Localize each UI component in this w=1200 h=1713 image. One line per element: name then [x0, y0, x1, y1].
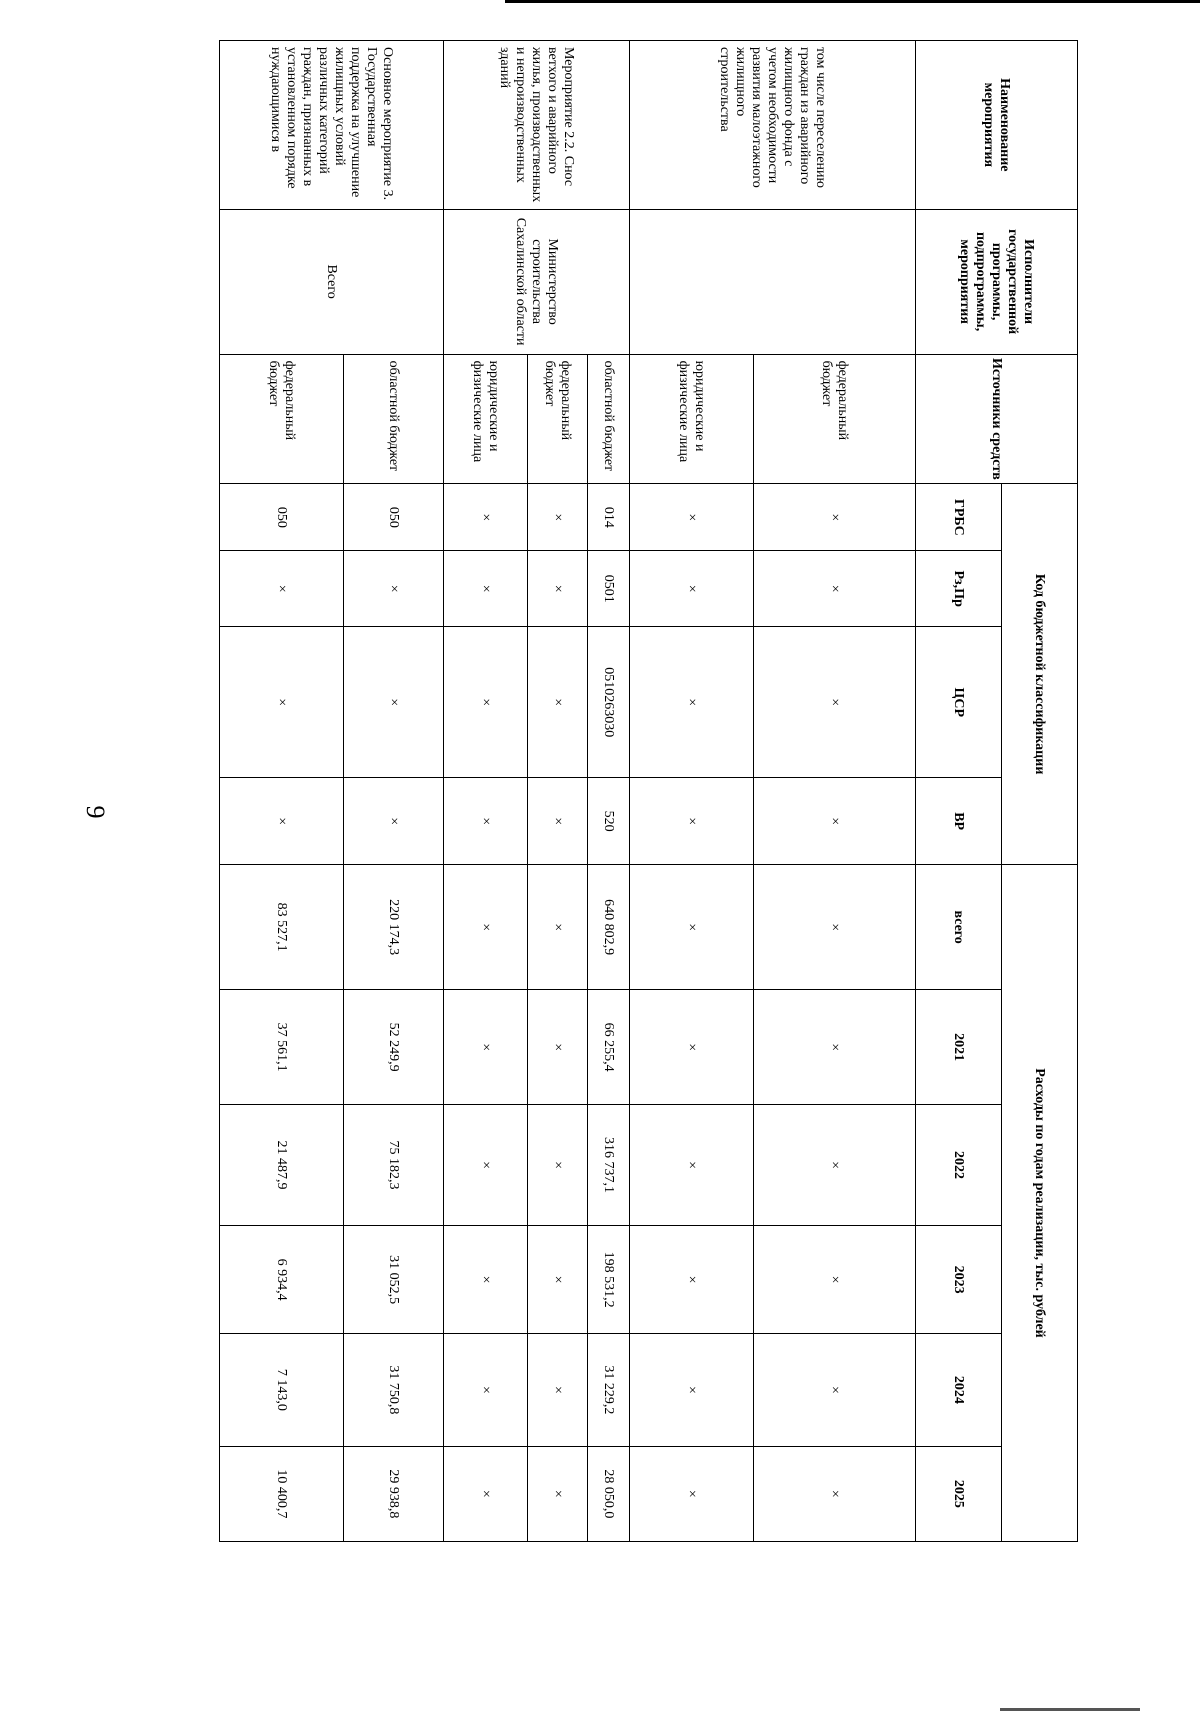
rzpr-cell: × [344, 551, 444, 627]
header-grbs: ГРБС [916, 484, 1002, 551]
vr-cell: × [630, 778, 754, 865]
activity-executor: Министерство строительства Сахалинской области [444, 209, 630, 354]
year-2025-cell: × [444, 1446, 528, 1541]
year-2021-cell: 52 249,9 [344, 990, 444, 1105]
funding-source: областной бюджет [588, 354, 630, 484]
year-2023-cell: × [630, 1226, 754, 1334]
grbs-cell: 014 [588, 484, 630, 551]
rzpr-cell: × [630, 551, 754, 627]
header-csr: ЦСР [916, 627, 1002, 778]
vr-cell: × [528, 778, 588, 865]
header-rzpr: Рз,Пр [916, 551, 1002, 627]
activity-executor: Всего [220, 209, 444, 354]
csr-cell: × [754, 627, 916, 778]
vr-cell: × [444, 778, 528, 865]
vr-cell: × [344, 778, 444, 865]
header-total: всего [916, 864, 1002, 989]
header-executors: Исполнители государственной программы, подпрограммы, мероприятия [916, 209, 1078, 354]
header-vr: ВР [916, 778, 1002, 865]
year-2023-cell: × [754, 1226, 916, 1334]
rzpr-cell: 0501 [588, 551, 630, 627]
rotated-table-container [178, 40, 1078, 1542]
year-2025-cell: × [630, 1446, 754, 1541]
funding-source: юридические и физические лица [630, 354, 754, 484]
csr-cell: × [444, 627, 528, 778]
table-row [344, 41, 444, 1542]
year-2025-cell: × [754, 1446, 916, 1541]
header-sources: Источники средств [916, 354, 1078, 484]
funding-source: федеральный бюджет [528, 354, 588, 484]
header-year-2022: 2022 [916, 1104, 1002, 1225]
csr-cell: 0510263030 [588, 627, 630, 778]
year-2022-cell: × [754, 1104, 916, 1225]
year-2021-cell: × [444, 990, 528, 1105]
csr-cell: × [344, 627, 444, 778]
funding-source: юридические и физические лица [444, 354, 528, 484]
total-cell: 220 174,3 [344, 864, 444, 989]
year-2023-cell: 31 052,5 [344, 1226, 444, 1334]
funding-source: областной бюджет [344, 354, 444, 484]
funding-source: федеральный бюджет [754, 354, 916, 484]
table-row [754, 41, 916, 1542]
funding-source: федеральный бюджет [220, 354, 344, 484]
top-scan-line [505, 0, 1200, 3]
grbs-cell: × [630, 484, 754, 551]
csr-cell: × [528, 627, 588, 778]
activity-name: Мероприятие 2.2. Снос ветхого и аварийного жилья, производственных и непроизводственных зданий [444, 41, 630, 210]
header-year-2023: 2023 [916, 1226, 1002, 1334]
year-2025-cell: 28 050,0 [588, 1446, 630, 1541]
rzpr-cell: × [444, 551, 528, 627]
year-2024-cell: × [754, 1334, 916, 1446]
year-2023-cell: × [528, 1226, 588, 1334]
grbs-cell: × [444, 484, 528, 551]
year-2024-cell: 31 750,8 [344, 1334, 444, 1446]
year-2024-cell: 31 229,2 [588, 1334, 630, 1446]
csr-cell: × [220, 627, 344, 778]
vr-cell: 520 [588, 778, 630, 865]
rzpr-cell: × [754, 551, 916, 627]
year-2021-cell: 37 561,1 [220, 990, 344, 1105]
header-year-2024: 2024 [916, 1334, 1002, 1446]
year-2022-cell: × [630, 1104, 754, 1225]
grbs-cell: 050 [220, 484, 344, 551]
grbs-cell: × [754, 484, 916, 551]
year-2022-cell: 316 737,1 [588, 1104, 630, 1225]
activity-name: том числе переселению граждан из аварийного жилищного фонда с учетом необходимости развития малоэтажного жилищного строительства [630, 41, 916, 210]
year-2022-cell: 21 487,9 [220, 1104, 344, 1225]
total-cell: × [444, 864, 528, 989]
year-2023-cell: 6 934,4 [220, 1226, 344, 1334]
total-cell: 640 802,9 [588, 864, 630, 989]
total-cell: × [754, 864, 916, 989]
total-cell: × [630, 864, 754, 989]
year-2024-cell: × [528, 1334, 588, 1446]
header-budget-code: Код бюджетной классификации [1002, 484, 1078, 865]
year-2025-cell: 29 938,8 [344, 1446, 444, 1541]
year-2021-cell: 66 255,4 [588, 990, 630, 1105]
year-2025-cell: × [528, 1446, 588, 1541]
year-2023-cell: × [444, 1226, 528, 1334]
rzpr-cell: × [528, 551, 588, 627]
year-2022-cell: × [444, 1104, 528, 1225]
csr-cell: × [630, 627, 754, 778]
year-2025-cell: 10 400,7 [220, 1446, 344, 1541]
grbs-cell: × [528, 484, 588, 551]
year-2021-cell: × [528, 990, 588, 1105]
total-cell: × [528, 864, 588, 989]
activity-name: Основное мероприятие 3. Государственная поддержка на улучшение жилищных условий различных категорий граждан, признанных в установленном порядке нуждающимися в [220, 41, 444, 210]
year-2024-cell: × [630, 1334, 754, 1446]
vr-cell: × [220, 778, 344, 865]
header-expenses: Расходы по годам реализации, тыс. рублей [1002, 864, 1078, 1541]
budget-table [219, 40, 1078, 1542]
table-row [588, 41, 630, 1542]
grbs-cell: 050 [344, 484, 444, 551]
year-2024-cell: 7 143,0 [220, 1334, 344, 1446]
header-year-2025: 2025 [916, 1446, 1002, 1541]
header-year-2021: 2021 [916, 990, 1002, 1105]
year-2021-cell: × [754, 990, 916, 1105]
activity-executor [630, 209, 916, 354]
year-2022-cell: 75 182,3 [344, 1104, 444, 1225]
header-name: Наименование мероприятия [916, 41, 1078, 210]
vr-cell: × [754, 778, 916, 865]
total-cell: 83 527,1 [220, 864, 344, 989]
bottom-scan-line [1000, 1708, 1140, 1711]
year-2022-cell: × [528, 1104, 588, 1225]
rzpr-cell: × [220, 551, 344, 627]
page-number: 9 [81, 805, 110, 819]
year-2023-cell: 198 531,2 [588, 1226, 630, 1334]
year-2021-cell: × [630, 990, 754, 1105]
year-2024-cell: × [444, 1334, 528, 1446]
